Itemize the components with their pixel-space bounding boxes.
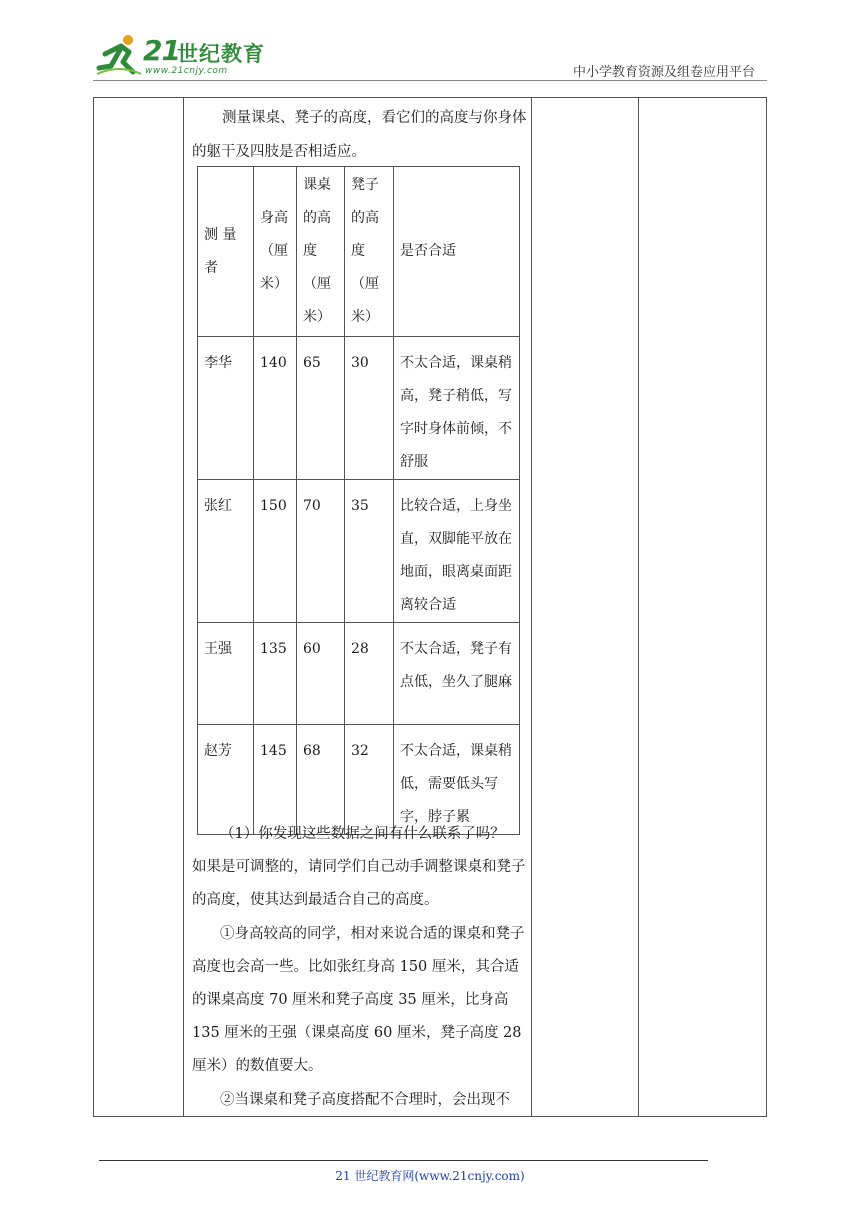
fit-cell: 不太合适，课桌稍低，需要低头写字，脖子累 bbox=[394, 725, 520, 835]
header-cell: 课桌的高度（厘米） bbox=[297, 167, 345, 337]
fit-cell: 不太合适，课桌稍高，凳子稍低，写字时身体前倾，不舒服 bbox=[394, 337, 520, 480]
runner-logo-icon bbox=[95, 34, 143, 78]
column-divider bbox=[531, 98, 532, 1116]
question-1-line: （1）你发现这些数据之间有什么联系了吗？ bbox=[220, 826, 505, 842]
name-cell: 王强 bbox=[198, 623, 254, 725]
logo-text: 世纪教育 bbox=[177, 42, 265, 66]
point-2-paragraph: ②当课桌和凳子高度搭配不合理时，会出现不 bbox=[220, 1092, 510, 1108]
stool-cell: 32 bbox=[345, 725, 394, 835]
table-row bbox=[198, 480, 520, 623]
question-1-continued: 如果是可调整的，请同学们自己动手调整课桌和凳子的高度，使其达到最适合自己的高度。 bbox=[192, 859, 526, 908]
desk-cell: 65 bbox=[297, 337, 345, 480]
desk-cell: 68 bbox=[297, 725, 345, 835]
height-cell: 145 bbox=[254, 725, 297, 835]
stool-cell: 35 bbox=[345, 480, 394, 623]
footer-link[interactable]: 21 世纪教育网(www.21cnjy.com) bbox=[335, 1169, 525, 1183]
name-cell: 赵芳 bbox=[198, 725, 254, 835]
desk-cell: 60 bbox=[297, 623, 345, 725]
table-header-row bbox=[198, 167, 520, 337]
column-divider bbox=[183, 98, 184, 1116]
measurement-table bbox=[197, 166, 520, 835]
fit-cell: 比较合适，上身坐直，双脚能平放在地面，眼离桌面距离较合适 bbox=[394, 480, 520, 623]
desk-cell: 70 bbox=[297, 480, 345, 623]
column-divider bbox=[638, 98, 639, 1116]
stool-cell: 30 bbox=[345, 337, 394, 480]
header-cell: 凳子的高度（厘米） bbox=[345, 167, 394, 337]
table-row bbox=[198, 337, 520, 480]
site-logo bbox=[95, 32, 265, 80]
stool-cell: 28 bbox=[345, 623, 394, 725]
footer-divider bbox=[99, 1160, 708, 1161]
header-cell: 身高（厘米） bbox=[254, 167, 297, 337]
platform-title: 中小学教育资源及组卷应用平台 bbox=[572, 65, 755, 80]
logo-url: www.21cnjy.com bbox=[145, 66, 228, 76]
header-divider bbox=[93, 80, 767, 81]
header-cell: 是否合适 bbox=[394, 167, 520, 337]
height-cell: 150 bbox=[254, 480, 297, 623]
question-1 bbox=[192, 818, 528, 917]
logo-number: 21 bbox=[143, 34, 180, 67]
name-cell: 李华 bbox=[198, 337, 254, 480]
height-cell: 135 bbox=[254, 623, 297, 725]
intro-paragraph: 测量课桌、凳子的高度，看它们的高度与你身体的躯干及四肢是否相适应。 bbox=[192, 110, 527, 160]
fit-cell: 不太合适，凳子有点低，坐久了腿麻 bbox=[394, 623, 520, 725]
height-cell: 140 bbox=[254, 337, 297, 480]
name-cell: 张红 bbox=[198, 480, 254, 623]
point-1-paragraph: ①身高较高的同学，相对来说合适的课桌和凳子高度也会高一些。比如张红身高 150 厘米，其合适的课桌高度 70 厘米和凳子高度 35 厘米，比身高 135 厘米的王强（课桌高度 60 厘米，凳子高度 28 厘米）的数值要大。 bbox=[192, 926, 525, 1074]
header-cell: 测 量者 bbox=[198, 167, 254, 337]
table-row bbox=[198, 623, 520, 725]
